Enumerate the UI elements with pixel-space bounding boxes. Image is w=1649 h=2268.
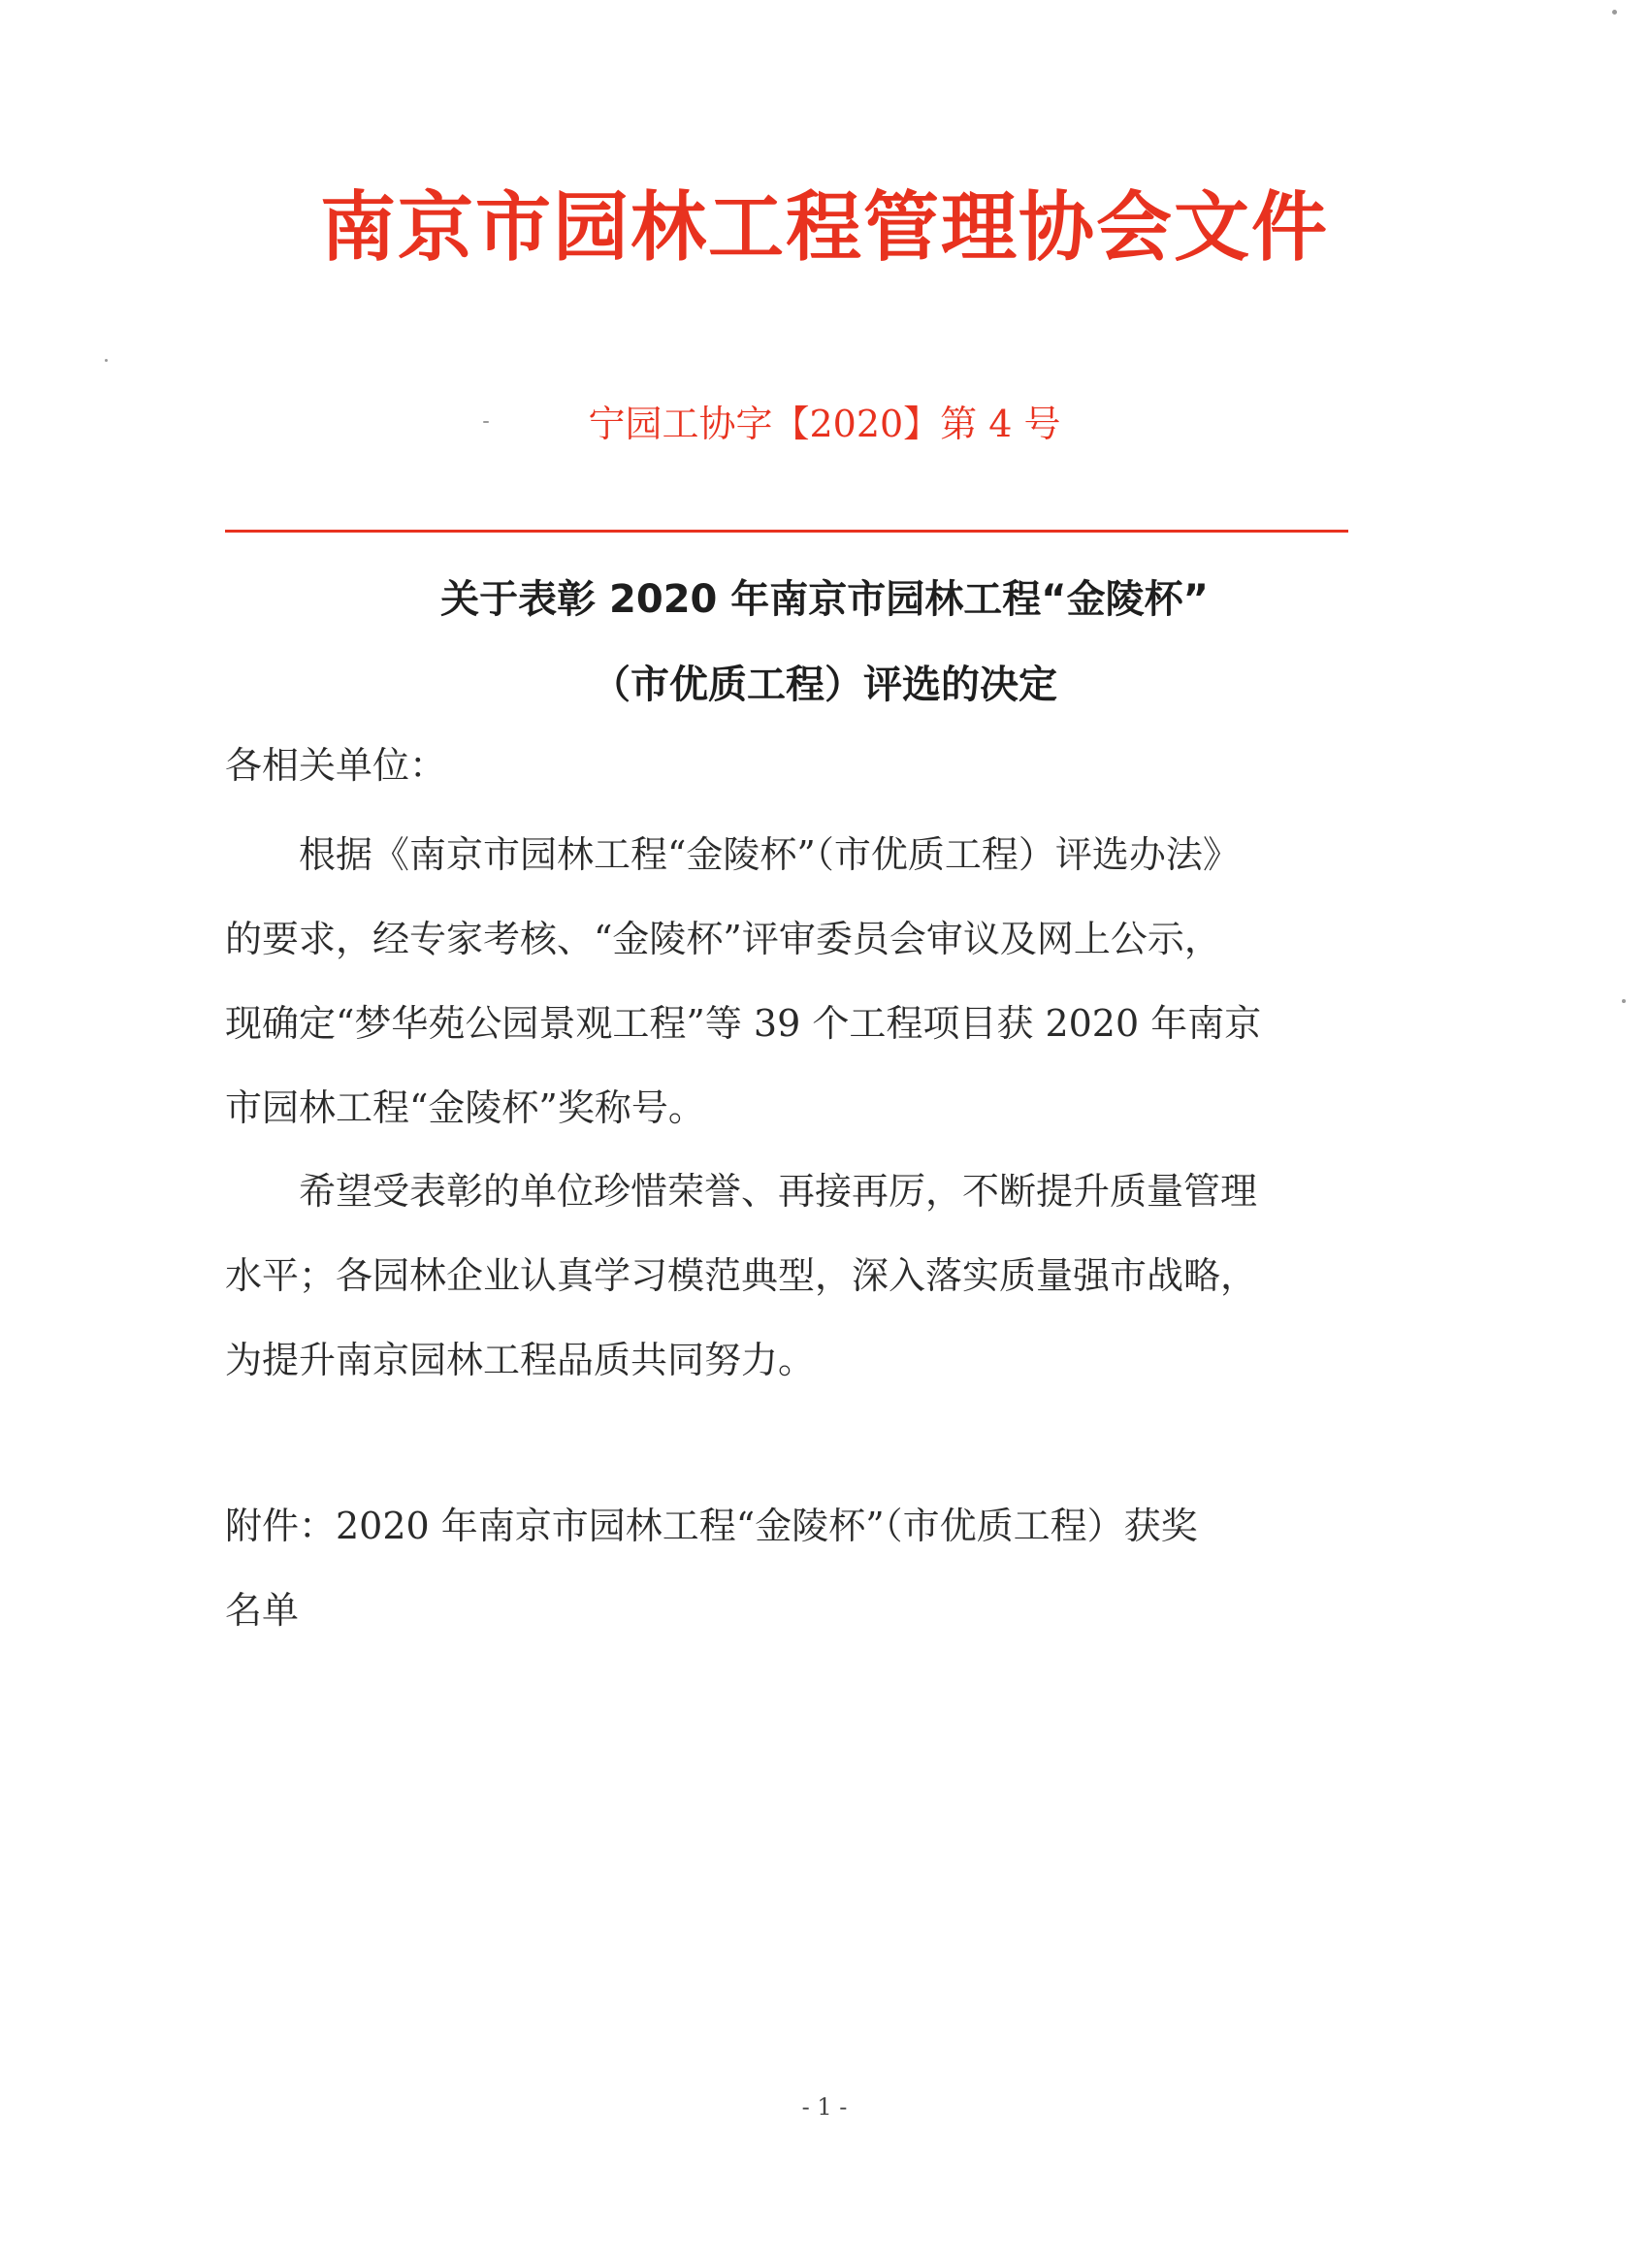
red-divider-line [225,530,1348,533]
attachment-line: 附件：2020 年南京市园林工程“金陵杯”（市优质工程）获奖 [225,1505,1198,1547]
body-paragraph-2 [225,1150,1350,1403]
salutation: 各相关单位： [225,744,447,787]
paragraph-line: 的要求，经专家考核、“金陵杯”评审委员会审议及网上公示， [225,918,1221,960]
paragraph-line: 希望受表彰的单位珍惜荣誉、再接再厉，不断提升质量管理 [299,1170,1258,1213]
document-title-line-2: （市优质工程）评选的决定 [592,663,1057,707]
org-header-title: 南京市园林工程管理协会文件 [319,184,1329,272]
scan-artifact [483,421,489,423]
body-paragraph-1 [225,813,1350,1150]
document-title-line-1: 关于表彰 2020 年南京市园林工程“金陵杯” [440,577,1209,622]
paragraph-line: 市园林工程“金陵杯”奖称号。 [225,1086,705,1129]
document-number: 宁园工协字【2020】第 4 号 [588,403,1061,445]
scan-artifact [105,359,108,362]
attachment-note [225,1484,1350,1653]
page-number: - 1 - [801,2093,848,2121]
scan-artifact [1622,999,1626,1003]
paragraph-line: 现确定“梦华苑公园景观工程”等 39 个工程项目获 2020 年南京 [225,1002,1262,1045]
paragraph-line: 为提升南京园林工程品质共同努力。 [225,1339,816,1381]
paragraph-line: 水平；各园林企业认真学习模范典型，深入落实质量强市战略， [225,1254,1258,1297]
paragraph-line: 根据《南京市园林工程“金陵杯”（市优质工程）评选办法》 [299,833,1240,876]
scan-artifact [1612,10,1617,15]
attachment-line: 名单 [225,1589,300,1632]
